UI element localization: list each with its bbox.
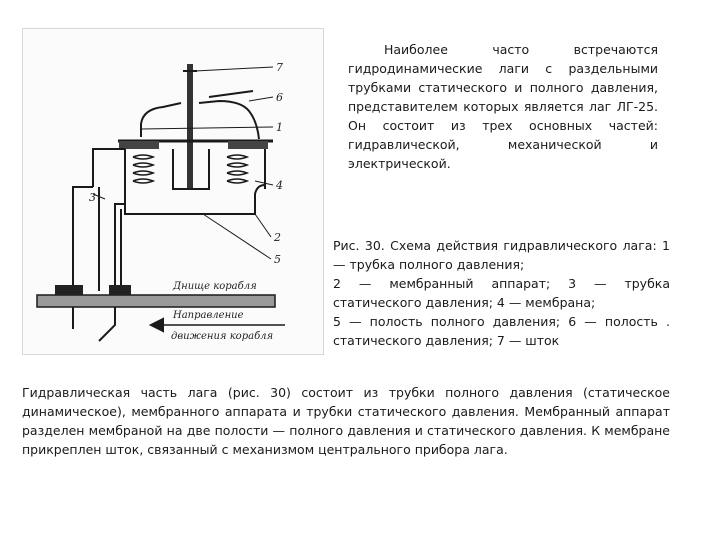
diagram-drawing [23, 29, 323, 354]
upper-cover-left [141, 103, 181, 137]
hull-bottom-label: Днище корабля [173, 281, 257, 292]
stem-shaft [187, 64, 193, 189]
upper-cover-right [199, 101, 259, 139]
full-pressure-tube [93, 149, 125, 187]
label-5: 5 [274, 253, 281, 266]
membrane-bellows-left [133, 155, 153, 183]
intro-paragraph: Наиболее часто встречаются гидродинамические лаги с раздельными трубками статического и полного давления, представителем которых является лаг ЛГ-25. Он состоит из трех основных частей: гидравлической, механической и электрической. [348, 42, 658, 171]
label-6: 6 [276, 91, 283, 104]
direction-label-line2: движения корабля [171, 331, 274, 342]
caption-line-2: 2 — мембранный аппарат; 3 — трубка статического давления; 4 — мембрана; [333, 276, 670, 310]
label-4: 4 [276, 179, 283, 192]
body-paragraph: Гидравлическая часть лага (рис. 30) состоит из трубки полного давления (статическое динамическое), мембранного аппарата и трубки статического давления. Мембранный аппарат разделен мембраной на две полости — полного давления и статического давления. К мембране прикреплен шток, связанный с механизмом центрального прибора лага. [22, 385, 670, 457]
direction-label-line1: Направление [173, 310, 244, 321]
label-2: 2 [274, 231, 281, 244]
label-3: 3 [89, 191, 96, 204]
hull-plate [37, 295, 275, 307]
hydraulic-log-diagram [22, 28, 324, 355]
membrane-bellows-right [227, 155, 247, 183]
label-7: 7 [276, 61, 283, 74]
label-1: 1 [276, 121, 283, 134]
figure-caption [333, 236, 670, 350]
caption-line-1: Рис. 30. Схема действия гидравлического лага: 1 — трубка полного давления; [333, 238, 670, 272]
caption-line-3: 5 — полость полного давления; 6 — полость . статического давления; 7 — шток [333, 314, 670, 348]
